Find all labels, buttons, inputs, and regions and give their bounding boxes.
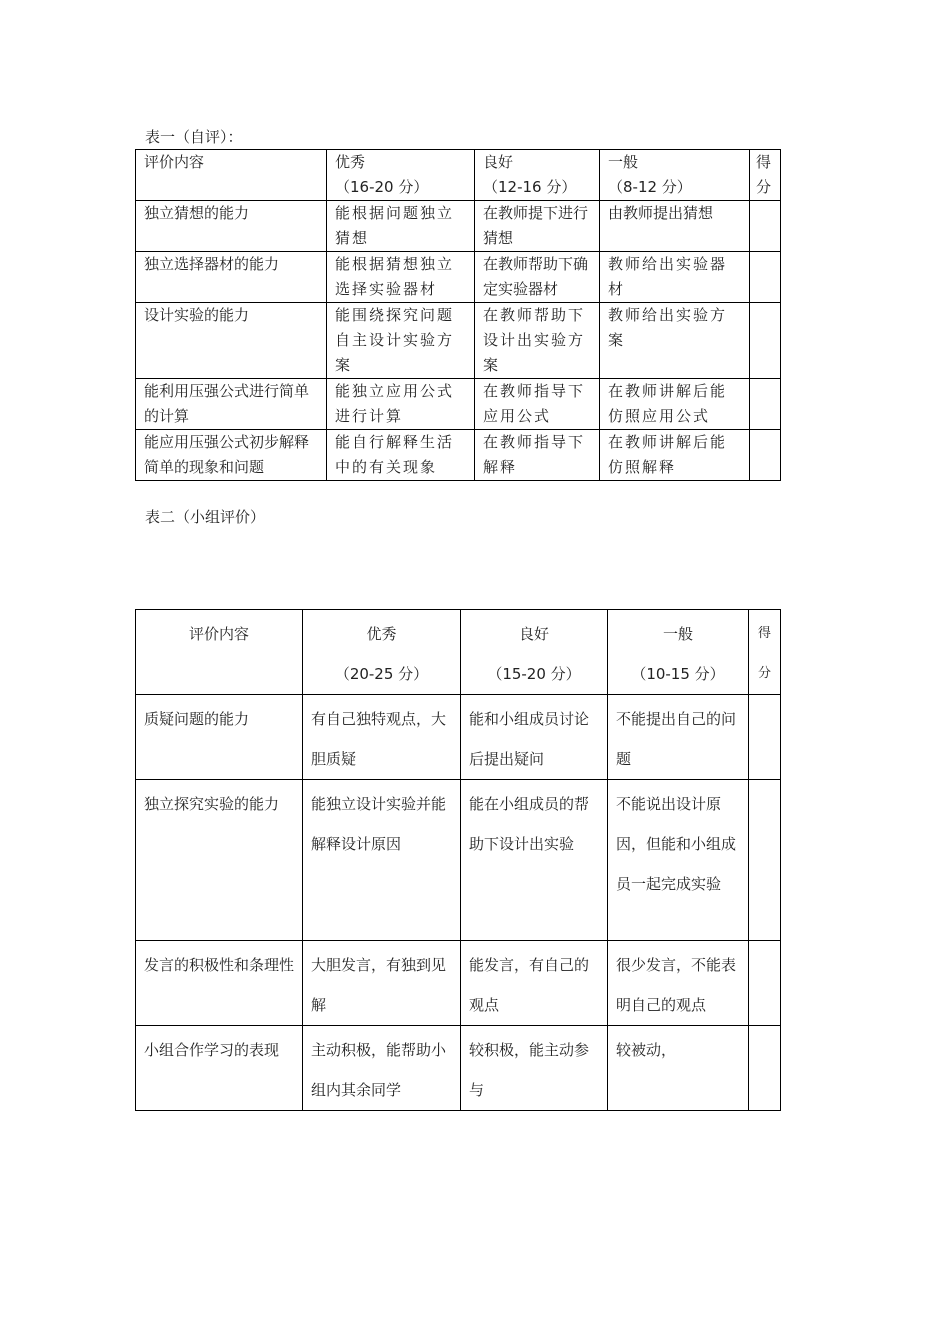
- table-row: [136, 1026, 781, 1111]
- row-excellent: 能根据猜想独立选择实验器材: [327, 252, 475, 303]
- row-average: 不能提出自己的问题: [608, 695, 749, 780]
- header-excellent: 优秀 （20-25 分）: [303, 610, 461, 695]
- row-average: 由教师提出猜想: [600, 201, 750, 252]
- row-content: 独立猜想的能力: [136, 201, 327, 252]
- score-cell[interactable]: [750, 252, 781, 303]
- row-average: 较被动，: [608, 1026, 749, 1111]
- header-score: 得 分: [750, 150, 781, 201]
- score-cell[interactable]: [749, 941, 781, 1026]
- row-content: 设计实验的能力: [136, 303, 327, 379]
- row-good: 能和小组成员讨论后提出疑问: [461, 695, 608, 780]
- table1-caption: 表一（自评）：: [145, 128, 243, 146]
- row-average: 不能说出设计原因，但能和小组成员一起完成实验: [608, 780, 749, 941]
- score-cell[interactable]: [750, 430, 781, 481]
- score-cell[interactable]: [750, 379, 781, 430]
- row-excellent: 大胆发言，有独到见解: [303, 941, 461, 1026]
- row-content: 独立选择器材的能力: [136, 252, 327, 303]
- header-content: 评价内容: [136, 150, 327, 201]
- row-content: 能利用压强公式进行简单的计算: [136, 379, 327, 430]
- table-row: [136, 252, 781, 303]
- row-excellent: 能独立设计实验并能解释设计原因: [303, 780, 461, 941]
- table2-caption: 表二（小组评价）: [145, 508, 266, 526]
- row-content: 发言的积极性和条理性: [136, 941, 303, 1026]
- table-row: [136, 695, 781, 780]
- row-excellent: 能围绕探究问题自主设计实验方案: [327, 303, 475, 379]
- row-excellent: 能根据问题独立猜想: [327, 201, 475, 252]
- table-row: [136, 780, 781, 941]
- row-good: 在教师帮助下确定实验器材: [475, 252, 600, 303]
- row-excellent: 有自己独特观点，大胆质疑: [303, 695, 461, 780]
- row-average: 在教师讲解后能仿照应用公式: [600, 379, 750, 430]
- table-row: [136, 303, 781, 379]
- row-average: 很少发言，不能表明自己的观点: [608, 941, 749, 1026]
- score-cell[interactable]: [749, 780, 781, 941]
- score-cell[interactable]: [749, 1026, 781, 1111]
- row-content: 独立探究实验的能力: [136, 780, 303, 941]
- score-cell[interactable]: [749, 695, 781, 780]
- table-header-row: [136, 610, 781, 695]
- row-average: 教师给出实验器材: [600, 252, 750, 303]
- table-row: [136, 379, 781, 430]
- table-row: [136, 941, 781, 1026]
- header-excellent: 优秀 （16-20 分）: [327, 150, 475, 201]
- row-good: 能在小组成员的帮助下设计出实验: [461, 780, 608, 941]
- row-good: 较积极，能主动参与: [461, 1026, 608, 1111]
- row-content: 小组合作学习的表现: [136, 1026, 303, 1111]
- header-good: 良好 （15-20 分）: [461, 610, 608, 695]
- score-cell[interactable]: [750, 303, 781, 379]
- row-good: 在教师帮助下设计出实验方案: [475, 303, 600, 379]
- table-row: [136, 201, 781, 252]
- row-excellent: 主动积极，能帮助小组内其余同学: [303, 1026, 461, 1111]
- row-good: 能发言，有自己的观点: [461, 941, 608, 1026]
- row-average: 教师给出实验方案: [600, 303, 750, 379]
- score-cell[interactable]: [750, 201, 781, 252]
- table-row: [136, 430, 781, 481]
- row-excellent: 能自行解释生活中的有关现象: [327, 430, 475, 481]
- header-good: 良好 （12-16 分）: [475, 150, 600, 201]
- table-header-row: [136, 150, 781, 201]
- row-good: 在教师指导下应用公式: [475, 379, 600, 430]
- row-excellent: 能独立应用公式进行计算: [327, 379, 475, 430]
- header-average: 一般 （10-15 分）: [608, 610, 749, 695]
- row-content: 能应用压强公式初步解释简单的现象和问题: [136, 430, 327, 481]
- self-evaluation-table: [135, 149, 781, 481]
- row-good: 在教师提下进行猜想: [475, 201, 600, 252]
- row-content: 质疑问题的能力: [136, 695, 303, 780]
- group-evaluation-table: [135, 609, 781, 1111]
- header-content: 评价内容: [136, 610, 303, 695]
- header-score: 得 分: [749, 610, 781, 695]
- header-average: 一般 （8-12 分）: [600, 150, 750, 201]
- row-good: 在教师指导下解释: [475, 430, 600, 481]
- row-average: 在教师讲解后能仿照解释: [600, 430, 750, 481]
